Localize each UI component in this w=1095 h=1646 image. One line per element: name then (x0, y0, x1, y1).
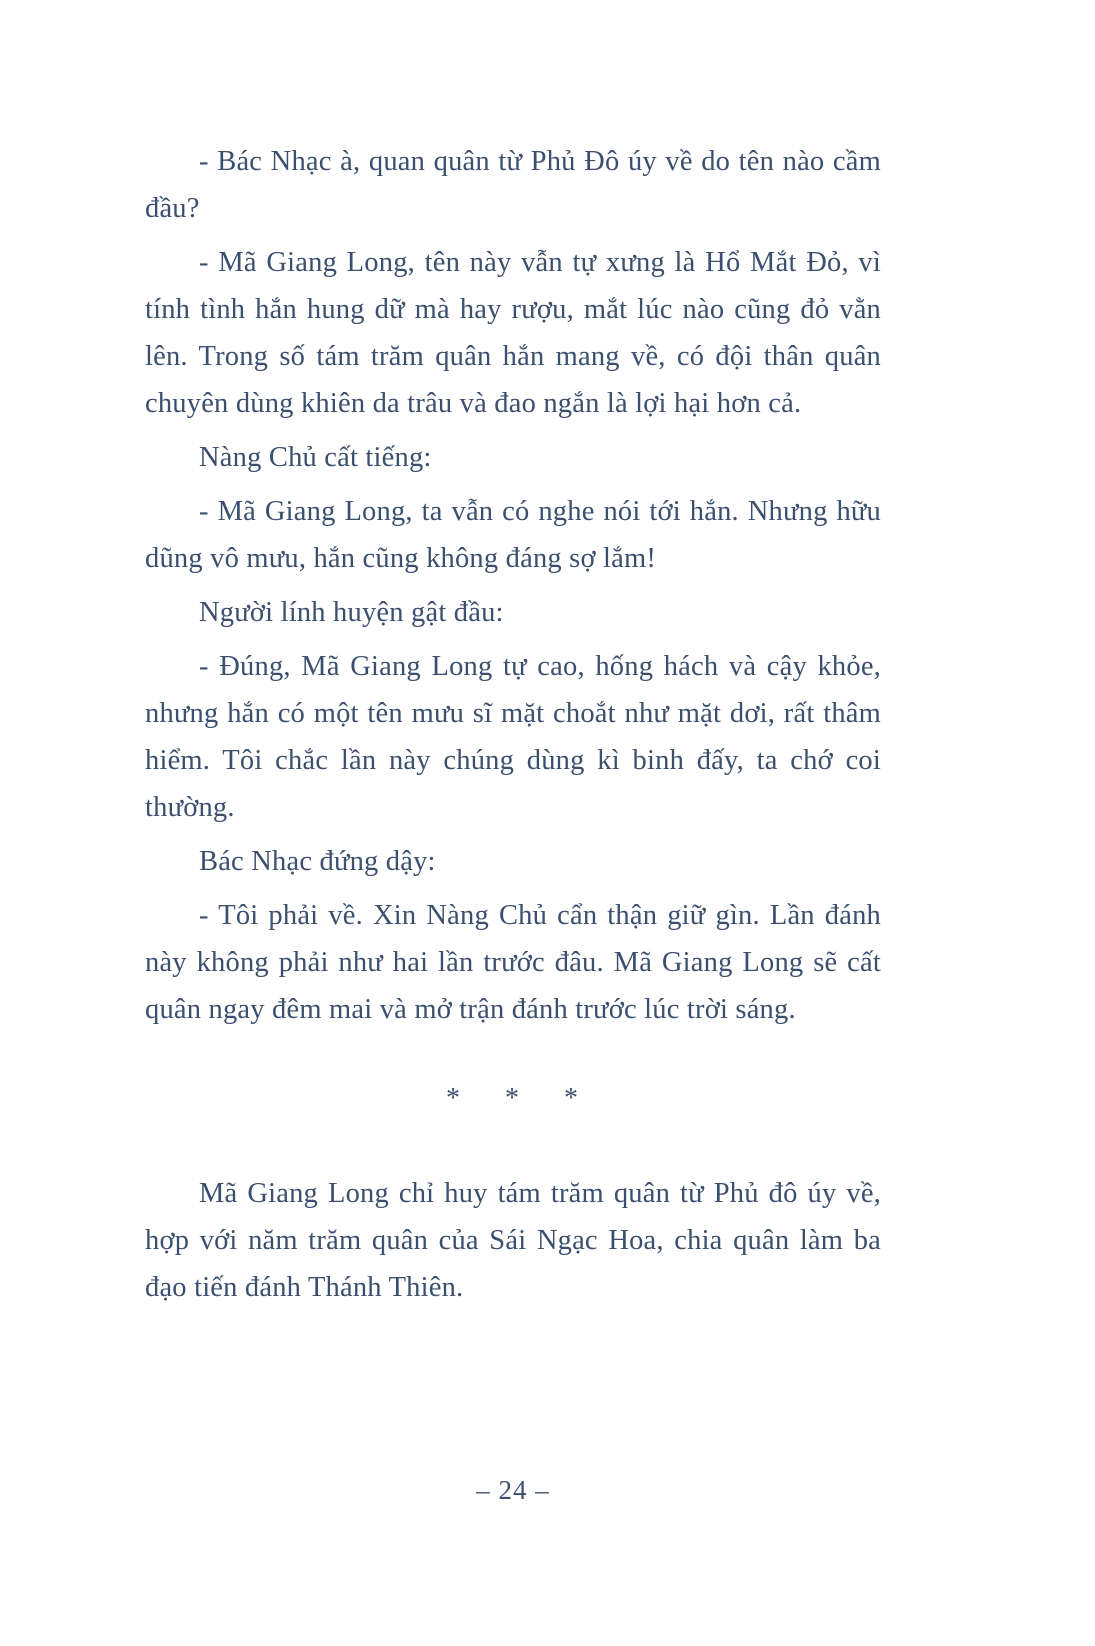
paragraph: Người lính huyện gật đầu: (199, 597, 504, 628)
page-number: – 24 – (476, 1475, 550, 1505)
paragraph: Nàng Chủ cất tiếng: (199, 442, 432, 473)
paragraph: - Đúng, Mã Giang Long tự cao, hống hách và cậy khỏe, nhưng hắn có một tên mưu sĩ mặt choắt như mặt dơi, rất thâm hiểm. Tôi chắc lần này chúng dùng kì binh đấy, ta chớ coi thường. (145, 651, 881, 823)
paragraph: - Mã Giang Long, ta vẫn có nghe nói tới hắn. Nhưng hữu dũng vô mưu, hắn cũng không đáng sợ lắm! (145, 496, 881, 574)
paragraph: Mã Giang Long chỉ huy tám trăm quân từ Phủ đô úy về, hợp với năm trăm quân của Sái Ngạc Hoa, chia quân làm ba đạo tiến đánh Thánh Thiên. (145, 1178, 881, 1303)
text-block (145, 138, 881, 1318)
paragraph: - Mã Giang Long, tên này vẫn tự xưng là Hổ Mắt Đỏ, vì tính tình hắn hung dữ mà hay rượu, mắt lúc nào cũng đỏ vằn lên. Trong số tám trăm quân hắn mang về, có đội thân quân chuyên dùng khiên da trâu và đao ngắn là lợi hại hơn cả. (145, 247, 881, 419)
paragraph: Bác Nhạc đứng dậy: (199, 846, 436, 877)
section-separator: * * * (446, 1083, 580, 1114)
paragraph: - Bác Nhạc à, quan quân từ Phủ Đô úy về do tên nào cầm đầu? (145, 146, 881, 224)
paragraph: - Tôi phải về. Xin Nàng Chủ cẩn thận giữ gìn. Lần đánh này không phải như hai lần trước đâu. Mã Giang Long sẽ cất quân ngay đêm mai và mở trận đánh trước lúc trời sáng. (145, 900, 881, 1025)
